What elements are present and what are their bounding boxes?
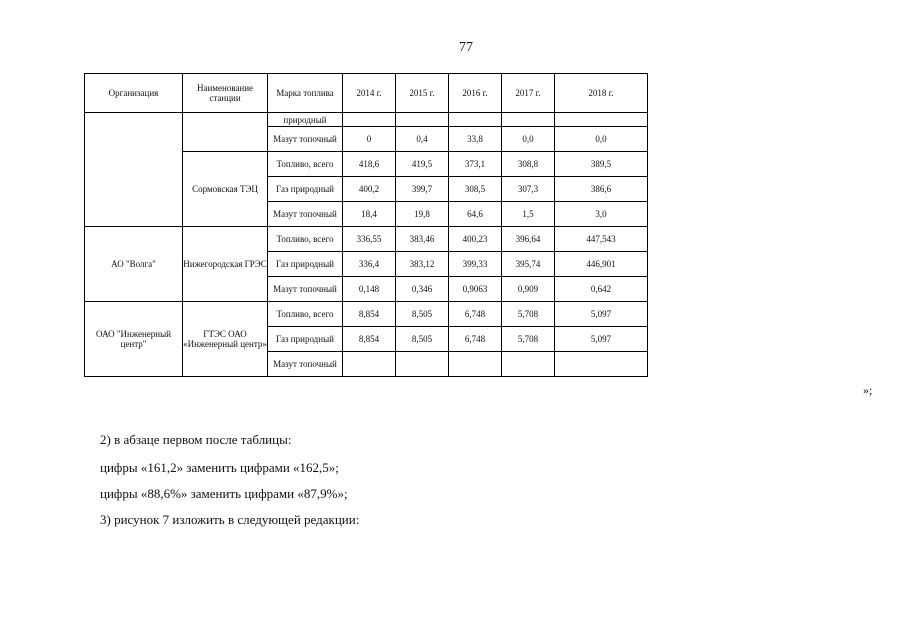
- value-cell: 6,748: [449, 327, 502, 352]
- value-cell: 19,8: [396, 202, 449, 227]
- value-cell: 64,6: [449, 202, 502, 227]
- table-row: [85, 302, 648, 327]
- paragraph: 3) рисунок 7 изложить в следующей редакции:: [100, 512, 360, 527]
- fuel-type-cell: Газ природный: [268, 252, 343, 277]
- header-cell-2017: 2017 г.: [502, 74, 555, 113]
- value-cell: 5,708: [502, 302, 555, 327]
- value-cell: 383,46: [396, 227, 449, 252]
- value-cell: 18,4: [343, 202, 396, 227]
- value-cell: 5,097: [555, 327, 648, 352]
- header-cell-2014: 2014 г.: [343, 74, 396, 113]
- value-cell: 0,148: [343, 277, 396, 302]
- station-cell: [183, 113, 268, 152]
- value-cell: 400,2: [343, 177, 396, 202]
- value-cell: [449, 113, 502, 127]
- closing-quote-mark: »;: [863, 383, 873, 397]
- value-cell: [449, 352, 502, 377]
- value-cell: 395,74: [502, 252, 555, 277]
- table-header-row: [85, 74, 648, 113]
- fuel-type-cell: Мазут топочный: [268, 127, 343, 152]
- value-cell: 308,5: [449, 177, 502, 202]
- value-cell: 3,0: [555, 202, 648, 227]
- value-cell: 0,642: [555, 277, 648, 302]
- value-cell: 8,505: [396, 327, 449, 352]
- value-cell: [555, 113, 648, 127]
- station-cell: Нижегородская ГРЭС: [183, 227, 268, 302]
- value-cell: 307,3: [502, 177, 555, 202]
- value-cell: 5,708: [502, 327, 555, 352]
- paragraph: 2) в абзаце первом после таблицы:: [100, 432, 292, 447]
- value-cell: 308,8: [502, 152, 555, 177]
- fuel-type-cell: Топливо, всего: [268, 152, 343, 177]
- paragraph: цифры «88,6%» заменить цифрами «87,9%»;: [100, 486, 348, 501]
- value-cell: 0,346: [396, 277, 449, 302]
- value-cell: 8,505: [396, 302, 449, 327]
- value-cell: [343, 113, 396, 127]
- table-row: [85, 113, 648, 127]
- value-cell: [396, 352, 449, 377]
- value-cell: 399,7: [396, 177, 449, 202]
- fuel-type-cell: Мазут топочный: [268, 277, 343, 302]
- station-cell: Сормовская ТЭЦ: [183, 152, 268, 227]
- value-cell: 336,55: [343, 227, 396, 252]
- value-cell: 396,64: [502, 227, 555, 252]
- organization-cell: АО "Волга": [85, 227, 183, 302]
- value-cell: 8,854: [343, 302, 396, 327]
- value-cell: [555, 352, 648, 377]
- header-cell-2015: 2015 г.: [396, 74, 449, 113]
- header-cell-2016: 2016 г.: [449, 74, 502, 113]
- header-cell-organization: Организация: [85, 74, 183, 113]
- table-row: [85, 227, 648, 252]
- header-cell-station: Наименование станции: [183, 74, 268, 113]
- value-cell: 373,1: [449, 152, 502, 177]
- value-cell: 0: [343, 127, 396, 152]
- value-cell: 399,33: [449, 252, 502, 277]
- value-cell: 419,5: [396, 152, 449, 177]
- station-cell: ГТЭС ОАО «Инженерный центр»: [183, 302, 268, 377]
- value-cell: 0,9063: [449, 277, 502, 302]
- fuel-type-cell: Газ природный: [268, 177, 343, 202]
- organization-cell: [85, 113, 183, 227]
- value-cell: 389,5: [555, 152, 648, 177]
- value-cell: 336,4: [343, 252, 396, 277]
- value-cell: 5,097: [555, 302, 648, 327]
- fuel-type-cell: природный: [268, 113, 343, 127]
- page-number: 77: [459, 40, 473, 55]
- value-cell: [396, 113, 449, 127]
- paragraph: цифры «161,2» заменить цифрами «162,5»;: [100, 460, 339, 475]
- value-cell: 0,0: [502, 127, 555, 152]
- value-cell: 386,6: [555, 177, 648, 202]
- fuel-type-cell: Топливо, всего: [268, 227, 343, 252]
- fuel-type-cell: Мазут топочный: [268, 352, 343, 377]
- header-cell-2018: 2018 г.: [555, 74, 648, 113]
- value-cell: 1,5: [502, 202, 555, 227]
- organization-cell: ОАО "Инженерный центр": [85, 302, 183, 377]
- value-cell: 446,901: [555, 252, 648, 277]
- fuel-consumption-table: [84, 73, 648, 377]
- header-cell-fuel-type: Марка топлива: [268, 74, 343, 113]
- value-cell: [502, 352, 555, 377]
- value-cell: 8,854: [343, 327, 396, 352]
- value-cell: [502, 113, 555, 127]
- value-cell: 383,12: [396, 252, 449, 277]
- value-cell: 418,6: [343, 152, 396, 177]
- value-cell: 0,0: [555, 127, 648, 152]
- value-cell: 447,543: [555, 227, 648, 252]
- fuel-type-cell: Топливо, всего: [268, 302, 343, 327]
- value-cell: 400,23: [449, 227, 502, 252]
- value-cell: 6,748: [449, 302, 502, 327]
- fuel-type-cell: Газ природный: [268, 327, 343, 352]
- value-cell: 0,909: [502, 277, 555, 302]
- value-cell: 33,8: [449, 127, 502, 152]
- value-cell: [343, 352, 396, 377]
- value-cell: 0,4: [396, 127, 449, 152]
- fuel-type-cell: Мазут топочный: [268, 202, 343, 227]
